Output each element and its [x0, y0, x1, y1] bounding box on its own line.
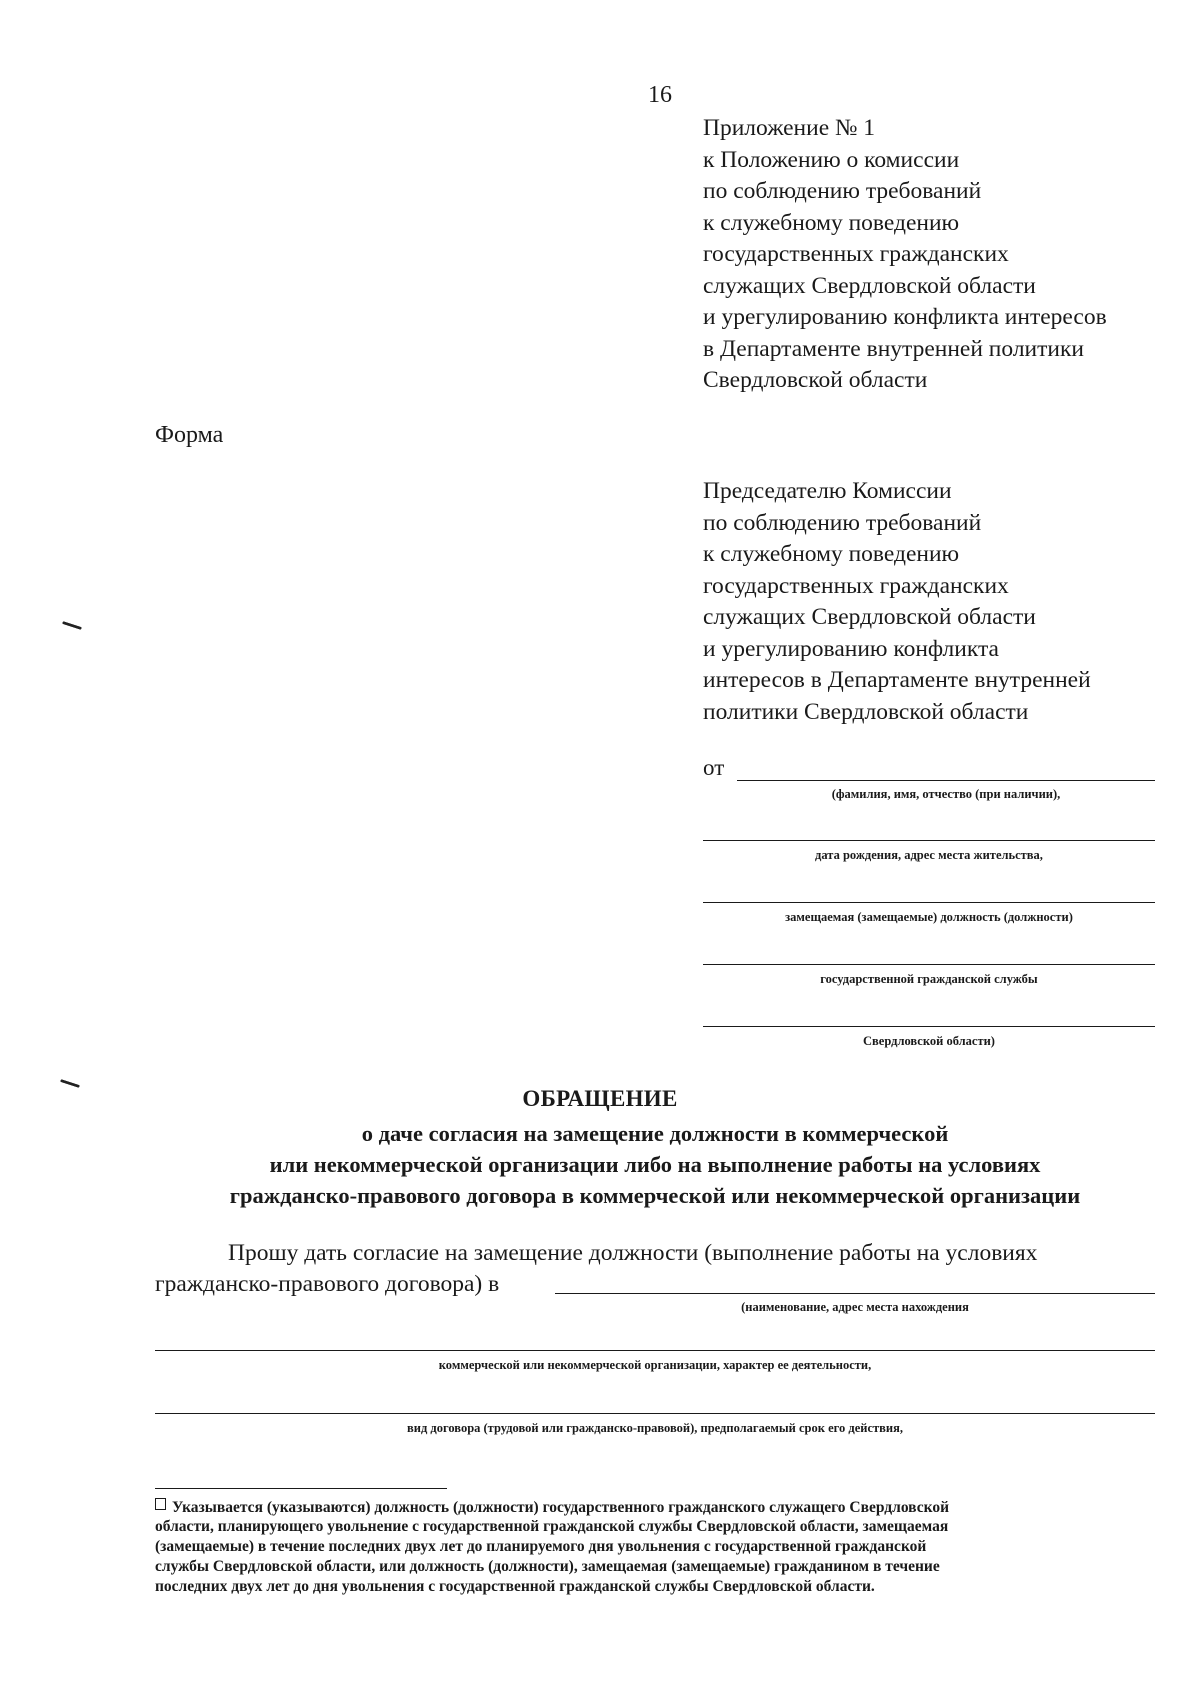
appendix-line: в Департаменте внутренней политики	[703, 335, 1084, 362]
appendix-line: служащих Свердловской области	[703, 272, 1036, 299]
document-subtitle-line: гражданско-правового договора в коммерческой или некоммерческой организации	[229, 1183, 1081, 1208]
document-subtitle-line: или некоммерческой организации либо на выполнение работы на условиях	[269, 1152, 1041, 1177]
appendix-line: Свердловской области	[703, 367, 928, 393]
applicant-region-caption: Свердловской области)	[863, 1034, 995, 1048]
appendix-line: и урегулированию конфликта интересов	[703, 304, 1107, 330]
footnote-separator	[155, 1488, 447, 1489]
footnote-marker-icon	[155, 1498, 166, 1510]
addressee-line: Председателю Комиссии	[703, 478, 952, 504]
applicant-birth-address-field[interactable]	[703, 840, 1155, 841]
footnote-line: области, планирующего увольнение с государственной гражданской службы Свердловской области, замещаемая	[155, 1518, 949, 1535]
addressee-line: служащих Свердловской области	[703, 604, 1036, 630]
request-text-line: Прошу дать согласие на замещение должности (выполнение работы на условиях	[228, 1240, 1038, 1266]
applicant-region-field[interactable]	[703, 1026, 1155, 1027]
scan-artifact	[62, 621, 82, 630]
addressee-line: интересов в Департаменте внутренней	[703, 667, 1091, 693]
appendix-line: к служебному поведению	[703, 209, 960, 236]
from-prefix: от	[703, 755, 725, 780]
applicant-position-caption: замещаемая (замещаемые) должность (должности)	[785, 910, 1073, 924]
form-label: Форма	[155, 422, 224, 448]
organization-activity-caption: коммерческой или некоммерческой организации, характер ее деятельности,	[438, 1358, 872, 1372]
footnote-text: Указывается (указываются) должность (должности) государственного гражданского служащего Свердловской	[172, 1499, 950, 1516]
addressee-line: и урегулированию конфликта	[703, 635, 999, 662]
appendix-line: по соблюдению требований	[703, 178, 982, 204]
appendix-line: к Положению о комиссии	[703, 146, 960, 173]
contract-type-caption: вид договора (трудовой или гражданско-правовой), предполагаемый срок его действия,	[407, 1421, 903, 1435]
addressee-line: к служебному поведению	[703, 541, 960, 567]
footnote-line: последних двух лет до дня увольнения с государственной гражданской службы Свердловской области.	[155, 1578, 875, 1595]
organization-name-caption: (наименование, адрес места нахождения	[741, 1300, 969, 1314]
document-title: ОБРАЩЕНИЕ	[522, 1086, 678, 1111]
footnote-line	[155, 1498, 949, 1517]
appendix-line: Приложение № 1	[703, 115, 876, 141]
request-text-prefix: гражданско-правового договора) в	[155, 1271, 500, 1297]
applicant-name-caption: (фамилия, имя, отчество (при наличии),	[831, 787, 1061, 801]
appendix-line: государственных гражданских	[703, 241, 1009, 267]
addressee-line: государственных гражданских	[703, 572, 1009, 599]
applicant-service-caption: государственной гражданской службы	[820, 972, 1038, 986]
page-number: 16	[648, 82, 672, 108]
applicant-name-field[interactable]	[737, 780, 1155, 781]
document-subtitle-line: о даче согласия на замещение должности в коммерческой	[361, 1121, 949, 1146]
footnote-line: службы Свердловской области, или должность (должности), замещаемая (замещаемые) гражданином в течение	[155, 1558, 940, 1575]
applicant-birth-address-caption: дата рождения, адрес места жительства,	[815, 848, 1043, 862]
footnote-line: (замещаемые) в течение последних двух лет до планируемого дня увольнения с государственной гражданской	[155, 1538, 927, 1555]
organization-name-field[interactable]	[555, 1293, 1155, 1294]
addressee-block	[703, 476, 1091, 728]
contract-type-field[interactable]	[155, 1413, 1155, 1414]
applicant-position-field[interactable]	[703, 902, 1155, 903]
addressee-line: политики Свердловской области	[703, 698, 1029, 725]
appendix-header	[703, 113, 1107, 397]
addressee-line: по соблюдению требований	[703, 509, 982, 536]
organization-activity-field[interactable]	[155, 1350, 1155, 1351]
applicant-service-field[interactable]	[703, 964, 1155, 965]
